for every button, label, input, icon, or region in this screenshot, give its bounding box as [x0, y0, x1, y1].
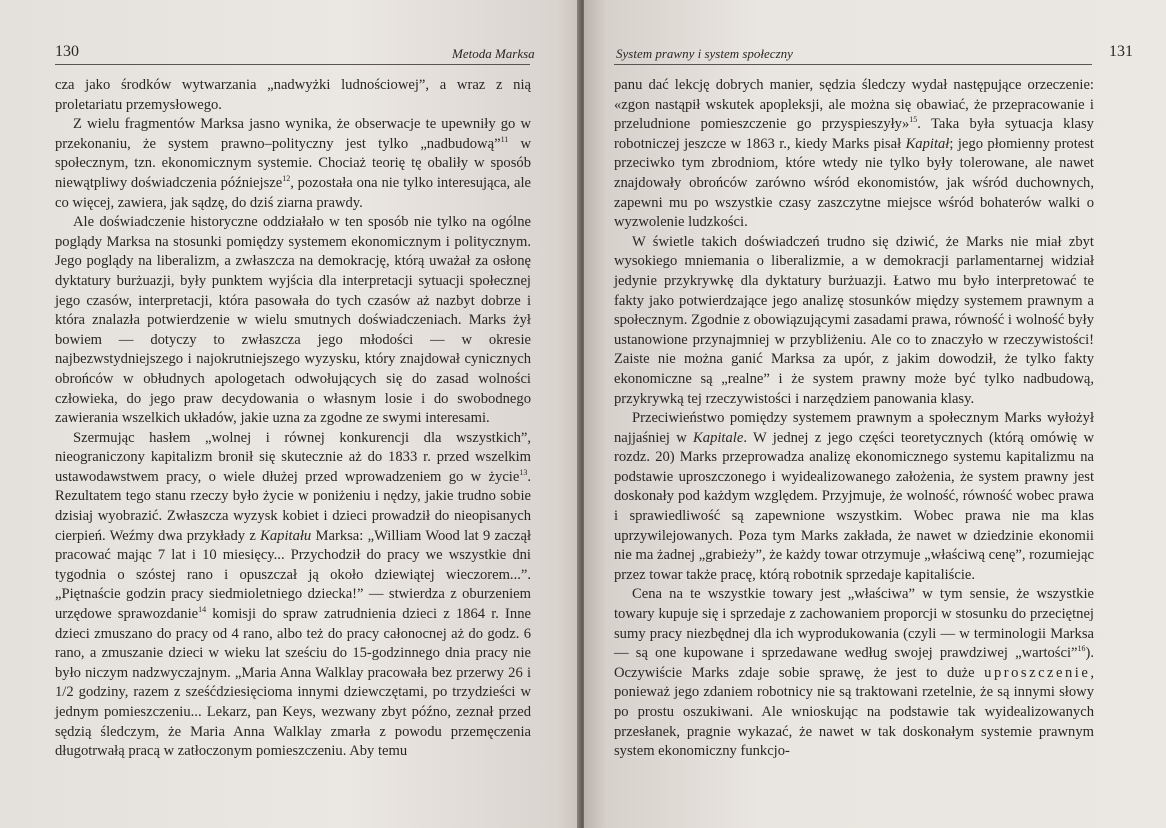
- header-rule-right: [614, 64, 1092, 65]
- paragraph: Przeciwieństwo pomiędzy systemem prawnym a społecznym Marks wyłożył najjaśniej w Kapitale. W jednej z jego części teoretycznych (którą omówię w rozdz. 20) Marks przeprowadza analizę ekonomicznego systemu kapitalizmu na podstawie uproszczonego i wyidealizowanego założenia, że system prawny jest doskonały pod każdym względem. Przyjmuje, że wolność, równość wobec prawa i sprawiedliwość są zapewnione wszystkim. Wobec prawa nie ma klas uprzywilejowanych. Poza tym Marks zakłada, że nawet w dziedzinie ekonomii nie ma żadnej „grabieży”, że każdy towar otrzymuje „właściwą cenę”, rozumiejąc przez towar także pracę, którą robotnik sprzedaje kapitaliście.: [614, 410, 1094, 583]
- book-title: Kapitał: [905, 135, 950, 152]
- running-title-left: Metoda Marksa: [452, 46, 535, 61]
- paragraph: Ale doświadczenie historyczne oddziałało w ten sposób nie tylko na ogólne poglądy Marksa na stosunki pomiędzy systemem ekonomicznym i politycznym. Jego poglądy na liberalizm, a zwłaszcza na demokrację, którą uważał za osłonę dyktatury burżuazji, były punktem wyjścia dla interpretacji sytuacji społecznej jego czasów, interpretacji, która pasowała do tych czasów aż nazbyt dobrze i która znalazła potwierdzenie w wielu smutnych doświadczeniach. Marks żył bowiem — dotyczy to zwłaszcza jego młodości — w okresie najbezwstydniejszego i najokrutniejszego wyzysku, który znajdował cynicznych obrońców w obłudnych apologetach odwołujących się do zasad wolności człowieka, do jego praw decydowania o własnym losie i do swobodnego zawierania wszelkich układów, jakie uzna za zgodne ze swymi interesami.: [55, 214, 531, 427]
- paragraph: W świetle takich doświadczeń trudno się dziwić, że Marks nie miał zbyt wysokiego mniemania o liberalizmie, a w demokracji parlamentarnej widział jedynie przykrywkę dla dyktatury burżuazji. Łatwo mu było interpretować te fakty jako potwierdzające jego analizę stosunków między systemem prawnym a społecznym. Zgodnie z obowiązującymi zasadami prawa, równość i wolność były ustanowione przynajmniej w przybliżeniu. Ale co to znaczyło w rzeczywistości! Zaiste nie można ganić Marksa za upór, z jakim dowodził, że tylko fakty ekonomiczne są „realne” i że system prawny może być tylko nadbudową, przykrywką tej rzeczywistości i narzędziem panowania klasy.: [614, 233, 1094, 407]
- book-title: Kapitału: [260, 527, 312, 544]
- footnote-ref: 12: [282, 174, 291, 184]
- footnote-ref: 14: [198, 605, 207, 615]
- paragraph: Cena na te wszystkie towary jest „właściwa” w tym sensie, że wszystkie towary kupuje się i sprzedaje z zachowaniem proporcji w stosunku do przeciętnej sumy pracy niezbędnej dla ich wyprodukowania (czyli — w terminologii Marksa — są one kupowane i sprzedawane według swojej prawdziwej „wartości”$^{16}$). Oczywiście Marks zdaje sobie sprawę, że jest to duże uproszczenie, ponieważ jego zdaniem robotnicy nie są traktowani rzetelnie, że są innymi słowy po prostu oszukiwani. Ale wnioskując na podstawie tak wyidealizowanych przesłanek, pragnie wykazać, że nawet w tak doskonałym systemie prawnym system ekonomiczny funkcjo-: [614, 586, 1094, 760]
- footnote-ref: 11: [500, 134, 509, 144]
- page-number-right: 131: [1109, 43, 1133, 60]
- footnote-ref: 13: [519, 468, 528, 478]
- paragraph: cza jako środków wytwarzania „nadwyżki ludnościowej”, a wraz z nią proletariatu przemysłowego.: [55, 77, 531, 113]
- left-page: [0, 0, 580, 828]
- right-page: [584, 0, 1166, 828]
- paragraph: panu dać lekcję dobrych manier, sędzia śledczy wydał następujące orzeczenie: «zgon nastąpił wskutek apopleksji, ale można się obawiać, że przepracowanie i przeludnione pomieszczenie go przyspieszyły»$^{15}$. Taka była sytuacja klasy robotniczej jeszcze w 1863 r., kiedy Marks pisał Kapitał; jego płomienny protest przeciwko tym zbrodniom, które wtedy nie tylko były tolerowane, ale nawet znajdowały obrońców zarówno wśród ekonomistów, jak wśród duchownych, zapewni mu po wszystkie czasy zaszczytne miejsce wśród bohaterów walki o wyzwolenie ludzkości.: [614, 77, 1094, 231]
- left-page-body: [55, 76, 531, 762]
- right-page-body: [614, 76, 1094, 762]
- page-number-left: 130: [55, 43, 79, 60]
- paragraph: Z wielu fragmentów Marksa jasno wynika, że obserwacje te upewniły go w przekonaniu, że system prawno–polityczny jest tylko „nadbudową”$^{11}$ w społecznym, tzn. ekonomicznym systemie. Chociaż teorię tę obaliły w sposób niewątpliwy doświadczenia późniejsze$^{12}$, pozostała ona nie tylko interesująca, ale co więcej, zawiera, jak sądzę, do dziś ziarna prawdy.: [55, 116, 531, 211]
- book-title: Kapitale: [693, 429, 744, 446]
- emphasized-word: uproszczenie: [984, 664, 1091, 681]
- footnote-ref: 16: [1077, 644, 1086, 654]
- running-title-right: System prawny i system społeczny: [616, 46, 793, 61]
- paragraph: Szermując hasłem „wolnej i równej konkurencji dla wszystkich”, nieograniczony kapitalizm bronił się skutecznie aż do 1833 r. przed wszelkim ustawodawstwem pracy, o wiele dłużej przed wprowadzeniem go w życie$^{13}$. Rezultatem tego stanu rzeczy było życie w poniżeniu i nędzy, jakie trudno sobie dzisiaj wyobrazić. Zwłaszcza wyzysk kobiet i dzieci prowadził do nieopisanych cierpień. Weźmy dwa przykłady z Kapitału Marksa: „William Wood lat 9 zaczął pracować mając 7 lat i 10 miesięcy... Przychodził do pracy we wszystkie dni tygodnia o szóstej rano i opuszczał ją około dziewiątej wieczorem...”. „Piętnaście godzin pracy siedmioletniego dziecka!” — stwierdza z oburzeniem urzędowe sprawozdanie$^{14}$ komisji do spraw zatrudnienia dzieci z 1864 r. Inne dzieci zmuszano do pracy od 4 rano, albo też do pracy całonocnej aż do godz. 6 rano, a zmuszanie dzieci w wieku lat sześciu do 15-godzinnego dnia pracy nie było niczym nadzwyczajnym. „Maria Anna Walklay pracowała bez przerwy 26 i 1/2 godziny, razem z sześćdziesięcioma innymi dziewczętami, po trzydzieści w jednym pomieszczeniu... Lekarz, pan Keys, wezwany zbyt późno, zeznał przed sędzią śledczym, że Maria Anna Walklay zmarła z powodu przemęczenia długotrwałą pracą w zatłoczonym pomieszczeniu. Aby temu: [55, 429, 532, 760]
- header-rule-left: [55, 64, 530, 65]
- footnote-ref: 15: [909, 115, 918, 125]
